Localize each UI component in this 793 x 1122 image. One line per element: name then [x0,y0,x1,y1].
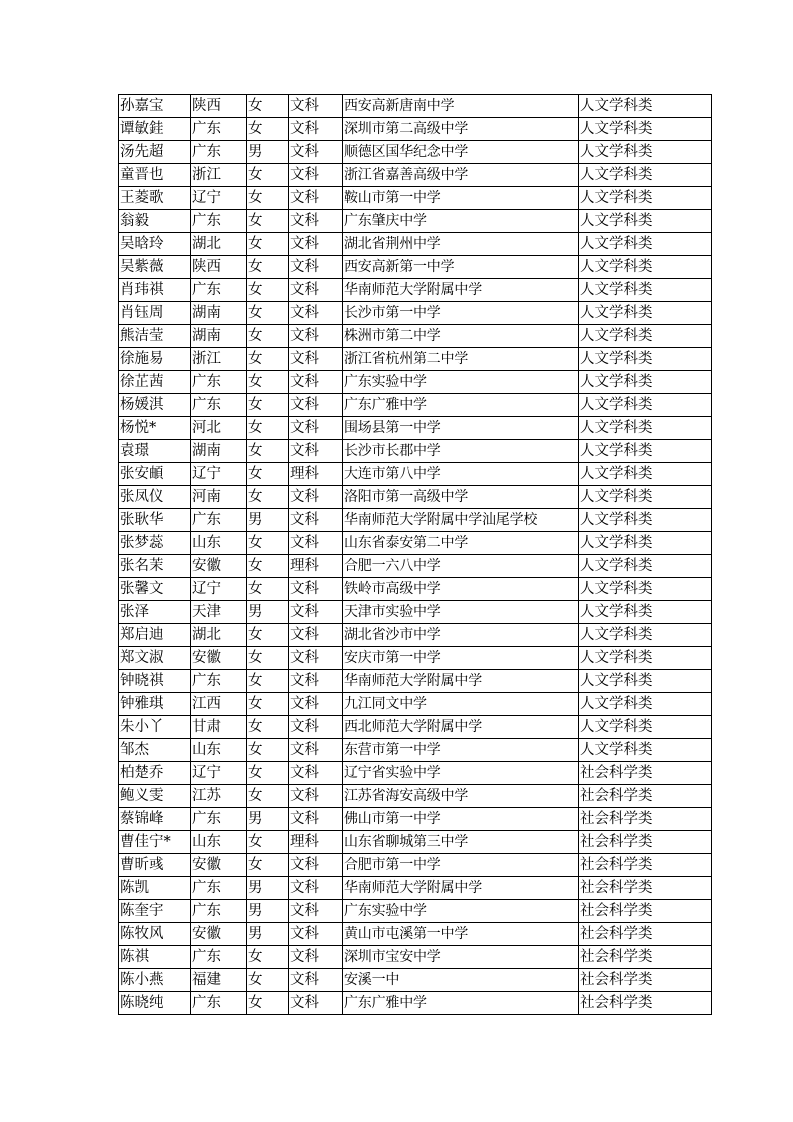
admission-list-sheet [118,94,712,1015]
school-cell: 西北师范大学附属中学 [343,716,579,739]
province-cell: 湖南 [191,325,247,348]
track-cell: 文科 [289,187,343,210]
table-row [119,693,712,716]
track-cell: 文科 [289,877,343,900]
student-name-cell: 徐芷茜 [119,371,191,394]
student-name-cell: 陈牧风 [119,923,191,946]
category-cell: 人文学科类 [579,279,712,302]
province-cell: 安徽 [191,854,247,877]
student-name-cell: 吴晗玲 [119,233,191,256]
track-cell: 文科 [289,394,343,417]
track-cell: 文科 [289,532,343,555]
gender-cell: 女 [247,302,289,325]
student-name-cell: 肖玮祺 [119,279,191,302]
school-cell: 湖北省沙市中学 [343,624,579,647]
student-name-cell: 陈晓纯 [119,992,191,1015]
track-cell: 文科 [289,440,343,463]
category-cell: 人文学科类 [579,187,712,210]
table-row [119,95,712,118]
track-cell: 理科 [289,555,343,578]
track-cell: 文科 [289,716,343,739]
category-cell: 人文学科类 [579,555,712,578]
province-cell: 湖北 [191,233,247,256]
table-row [119,279,712,302]
student-name-cell: 张安頔 [119,463,191,486]
school-cell: 广东实验中学 [343,900,579,923]
province-cell: 辽宁 [191,187,247,210]
table-row [119,164,712,187]
table-row [119,371,712,394]
track-cell: 文科 [289,233,343,256]
school-cell: 华南师范大学附属中学汕尾学校 [343,509,579,532]
school-cell: 湖北省荆州中学 [343,233,579,256]
student-name-cell: 杨媛淇 [119,394,191,417]
student-name-cell: 翁毅 [119,210,191,233]
table-row [119,233,712,256]
student-name-cell: 张泽 [119,601,191,624]
student-name-cell: 张凤仪 [119,486,191,509]
category-cell: 社会科学类 [579,854,712,877]
category-cell: 人文学科类 [579,164,712,187]
gender-cell: 男 [247,923,289,946]
table-row [119,417,712,440]
gender-cell: 女 [247,233,289,256]
table-row [119,463,712,486]
table-row [119,739,712,762]
province-cell: 广东 [191,946,247,969]
category-cell: 社会科学类 [579,969,712,992]
province-cell: 山东 [191,739,247,762]
province-cell: 广东 [191,210,247,233]
gender-cell: 女 [247,486,289,509]
track-cell: 理科 [289,463,343,486]
province-cell: 安徽 [191,647,247,670]
track-cell: 文科 [289,808,343,831]
school-cell: 山东省聊城第三中学 [343,831,579,854]
category-cell: 人文学科类 [579,141,712,164]
student-name-cell: 钟雅琪 [119,693,191,716]
table-row [119,118,712,141]
gender-cell: 女 [247,440,289,463]
track-cell: 文科 [289,762,343,785]
gender-cell: 女 [247,831,289,854]
province-cell: 安徽 [191,923,247,946]
track-cell: 文科 [289,601,343,624]
school-cell: 华南师范大学附属中学 [343,670,579,693]
student-name-cell: 陈凯 [119,877,191,900]
gender-cell: 女 [247,394,289,417]
school-cell: 黄山市屯溪第一中学 [343,923,579,946]
student-name-cell: 杨悦* [119,417,191,440]
school-cell: 山东省泰安第二中学 [343,532,579,555]
school-cell: 安溪一中 [343,969,579,992]
student-name-cell: 曹昕彧 [119,854,191,877]
school-cell: 大连市第八中学 [343,463,579,486]
table-row [119,831,712,854]
gender-cell: 男 [247,900,289,923]
track-cell: 文科 [289,210,343,233]
category-cell: 人文学科类 [579,371,712,394]
school-cell: 广东广雅中学 [343,992,579,1015]
gender-cell: 女 [247,118,289,141]
province-cell: 陕西 [191,256,247,279]
school-cell: 深圳市第二高级中学 [343,118,579,141]
gender-cell: 女 [247,693,289,716]
gender-cell: 男 [247,141,289,164]
category-cell: 人文学科类 [579,348,712,371]
student-name-cell: 王菱歌 [119,187,191,210]
track-cell: 文科 [289,141,343,164]
gender-cell: 女 [247,279,289,302]
track-cell: 文科 [289,578,343,601]
track-cell: 文科 [289,486,343,509]
province-cell: 广东 [191,900,247,923]
table-row [119,923,712,946]
category-cell: 人文学科类 [579,256,712,279]
student-name-cell: 袁璟 [119,440,191,463]
track-cell: 文科 [289,785,343,808]
school-cell: 围场县第一中学 [343,417,579,440]
category-cell: 人文学科类 [579,601,712,624]
school-cell: 合肥市第一中学 [343,854,579,877]
category-cell: 人文学科类 [579,624,712,647]
gender-cell: 女 [247,210,289,233]
category-cell: 人文学科类 [579,532,712,555]
province-cell: 山东 [191,532,247,555]
category-cell: 人文学科类 [579,739,712,762]
track-cell: 文科 [289,946,343,969]
school-cell: 合肥一六八中学 [343,555,579,578]
province-cell: 山东 [191,831,247,854]
track-cell: 文科 [289,854,343,877]
gender-cell: 男 [247,808,289,831]
category-cell: 人文学科类 [579,302,712,325]
school-cell: 华南师范大学附属中学 [343,877,579,900]
table-row [119,348,712,371]
table-row [119,210,712,233]
gender-cell: 女 [247,578,289,601]
school-cell: 广东肇庆中学 [343,210,579,233]
table-row [119,509,712,532]
province-cell: 辽宁 [191,578,247,601]
category-cell: 人文学科类 [579,670,712,693]
province-cell: 安徽 [191,555,247,578]
table-row [119,325,712,348]
gender-cell: 女 [247,348,289,371]
gender-cell: 女 [247,624,289,647]
school-cell: 广东广雅中学 [343,394,579,417]
category-cell: 社会科学类 [579,831,712,854]
track-cell: 文科 [289,923,343,946]
province-cell: 广东 [191,141,247,164]
gender-cell: 男 [247,877,289,900]
student-table [118,94,712,1015]
province-cell: 广东 [191,808,247,831]
table-row [119,440,712,463]
student-name-cell: 曹佳宁* [119,831,191,854]
category-cell: 人文学科类 [579,463,712,486]
table-row [119,302,712,325]
gender-cell: 女 [247,762,289,785]
student-name-cell: 鲍义雯 [119,785,191,808]
province-cell: 广东 [191,509,247,532]
category-cell: 社会科学类 [579,808,712,831]
category-cell: 人文学科类 [579,394,712,417]
table-row [119,854,712,877]
gender-cell: 女 [247,716,289,739]
province-cell: 湖南 [191,440,247,463]
student-name-cell: 熊洁莹 [119,325,191,348]
student-name-cell: 邹杰 [119,739,191,762]
track-cell: 文科 [289,969,343,992]
province-cell: 河北 [191,417,247,440]
category-cell: 人文学科类 [579,578,712,601]
gender-cell: 女 [247,463,289,486]
province-cell: 广东 [191,394,247,417]
category-cell: 人文学科类 [579,95,712,118]
province-cell: 广东 [191,371,247,394]
student-name-cell: 张耿华 [119,509,191,532]
category-cell: 人文学科类 [579,440,712,463]
category-cell: 人文学科类 [579,647,712,670]
table-row [119,900,712,923]
category-cell: 社会科学类 [579,762,712,785]
table-row [119,969,712,992]
gender-cell: 女 [247,739,289,762]
table-row [119,946,712,969]
track-cell: 文科 [289,647,343,670]
category-cell: 社会科学类 [579,992,712,1015]
table-row [119,647,712,670]
category-cell: 人文学科类 [579,210,712,233]
category-cell: 社会科学类 [579,785,712,808]
student-name-cell: 徐施易 [119,348,191,371]
school-cell: 天津市实验中学 [343,601,579,624]
school-cell: 东营市第一中学 [343,739,579,762]
school-cell: 浙江省嘉善高级中学 [343,164,579,187]
table-row [119,532,712,555]
track-cell: 文科 [289,624,343,647]
school-cell: 株洲市第二中学 [343,325,579,348]
student-name-cell: 肖钰周 [119,302,191,325]
student-name-cell: 张名茉 [119,555,191,578]
province-cell: 广东 [191,118,247,141]
gender-cell: 女 [247,854,289,877]
student-name-cell: 钟晓祺 [119,670,191,693]
student-name-cell: 蔡锦峰 [119,808,191,831]
track-cell: 文科 [289,256,343,279]
province-cell: 河南 [191,486,247,509]
student-name-cell: 陈奎宇 [119,900,191,923]
school-cell: 洛阳市第一高级中学 [343,486,579,509]
table-row [119,877,712,900]
category-cell: 人文学科类 [579,417,712,440]
track-cell: 文科 [289,739,343,762]
school-cell: 佛山市第一中学 [343,808,579,831]
province-cell: 广东 [191,279,247,302]
table-row [119,187,712,210]
category-cell: 社会科学类 [579,900,712,923]
province-cell: 广东 [191,992,247,1015]
table-row [119,486,712,509]
category-cell: 社会科学类 [579,946,712,969]
province-cell: 甘肃 [191,716,247,739]
gender-cell: 女 [247,325,289,348]
table-row [119,555,712,578]
school-cell: 江苏省海安高级中学 [343,785,579,808]
gender-cell: 女 [247,532,289,555]
school-cell: 铁岭市高级中学 [343,578,579,601]
track-cell: 文科 [289,900,343,923]
student-name-cell: 柏楚乔 [119,762,191,785]
category-cell: 社会科学类 [579,877,712,900]
table-row [119,256,712,279]
province-cell: 浙江 [191,348,247,371]
student-name-cell: 童晋也 [119,164,191,187]
table-row [119,578,712,601]
gender-cell: 男 [247,509,289,532]
student-name-cell: 张梦蕊 [119,532,191,555]
table-row [119,762,712,785]
student-name-cell: 张馨文 [119,578,191,601]
track-cell: 理科 [289,831,343,854]
category-cell: 人文学科类 [579,486,712,509]
province-cell: 浙江 [191,164,247,187]
table-row [119,785,712,808]
student-name-cell: 汤先超 [119,141,191,164]
track-cell: 文科 [289,992,343,1015]
school-cell: 九江同文中学 [343,693,579,716]
gender-cell: 女 [247,187,289,210]
gender-cell: 女 [247,946,289,969]
table-row [119,808,712,831]
track-cell: 文科 [289,279,343,302]
school-cell: 长沙市第一中学 [343,302,579,325]
gender-cell: 女 [247,417,289,440]
table-row [119,624,712,647]
gender-cell: 女 [247,164,289,187]
category-cell: 人文学科类 [579,325,712,348]
table-row [119,601,712,624]
province-cell: 江苏 [191,785,247,808]
school-cell: 辽宁省实验中学 [343,762,579,785]
province-cell: 陕西 [191,95,247,118]
track-cell: 文科 [289,118,343,141]
province-cell: 福建 [191,969,247,992]
table-row [119,670,712,693]
gender-cell: 男 [247,601,289,624]
gender-cell: 女 [247,555,289,578]
school-cell: 鞍山市第一中学 [343,187,579,210]
student-name-cell: 谭敏銈 [119,118,191,141]
track-cell: 文科 [289,509,343,532]
track-cell: 文科 [289,325,343,348]
school-cell: 顺德区国华纪念中学 [343,141,579,164]
category-cell: 人文学科类 [579,233,712,256]
table-row [119,992,712,1015]
gender-cell: 女 [247,969,289,992]
category-cell: 社会科学类 [579,923,712,946]
school-cell: 广东实验中学 [343,371,579,394]
school-cell: 安庆市第一中学 [343,647,579,670]
table-row [119,394,712,417]
track-cell: 文科 [289,417,343,440]
category-cell: 人文学科类 [579,118,712,141]
school-cell: 深圳市宝安中学 [343,946,579,969]
table-row [119,141,712,164]
province-cell: 辽宁 [191,463,247,486]
category-cell: 人文学科类 [579,693,712,716]
gender-cell: 女 [247,95,289,118]
track-cell: 文科 [289,348,343,371]
track-cell: 文科 [289,95,343,118]
school-cell: 西安高新第一中学 [343,256,579,279]
student-name-cell: 陈祺 [119,946,191,969]
province-cell: 湖南 [191,302,247,325]
province-cell: 天津 [191,601,247,624]
category-cell: 人文学科类 [579,509,712,532]
track-cell: 文科 [289,164,343,187]
province-cell: 辽宁 [191,762,247,785]
province-cell: 广东 [191,877,247,900]
table-body [119,95,712,1015]
student-name-cell: 吴紫薇 [119,256,191,279]
gender-cell: 女 [247,647,289,670]
student-name-cell: 孙嘉宝 [119,95,191,118]
track-cell: 文科 [289,670,343,693]
gender-cell: 女 [247,256,289,279]
gender-cell: 女 [247,371,289,394]
student-name-cell: 郑文淑 [119,647,191,670]
school-cell: 浙江省杭州第二中学 [343,348,579,371]
school-cell: 华南师范大学附属中学 [343,279,579,302]
school-cell: 西安高新唐南中学 [343,95,579,118]
gender-cell: 女 [247,785,289,808]
track-cell: 文科 [289,693,343,716]
gender-cell: 女 [247,992,289,1015]
track-cell: 文科 [289,302,343,325]
student-name-cell: 郑启迪 [119,624,191,647]
province-cell: 江西 [191,693,247,716]
gender-cell: 女 [247,670,289,693]
track-cell: 文科 [289,371,343,394]
category-cell: 人文学科类 [579,716,712,739]
student-name-cell: 陈小燕 [119,969,191,992]
table-row [119,716,712,739]
student-name-cell: 朱小丫 [119,716,191,739]
school-cell: 长沙市长郡中学 [343,440,579,463]
province-cell: 广东 [191,670,247,693]
province-cell: 湖北 [191,624,247,647]
